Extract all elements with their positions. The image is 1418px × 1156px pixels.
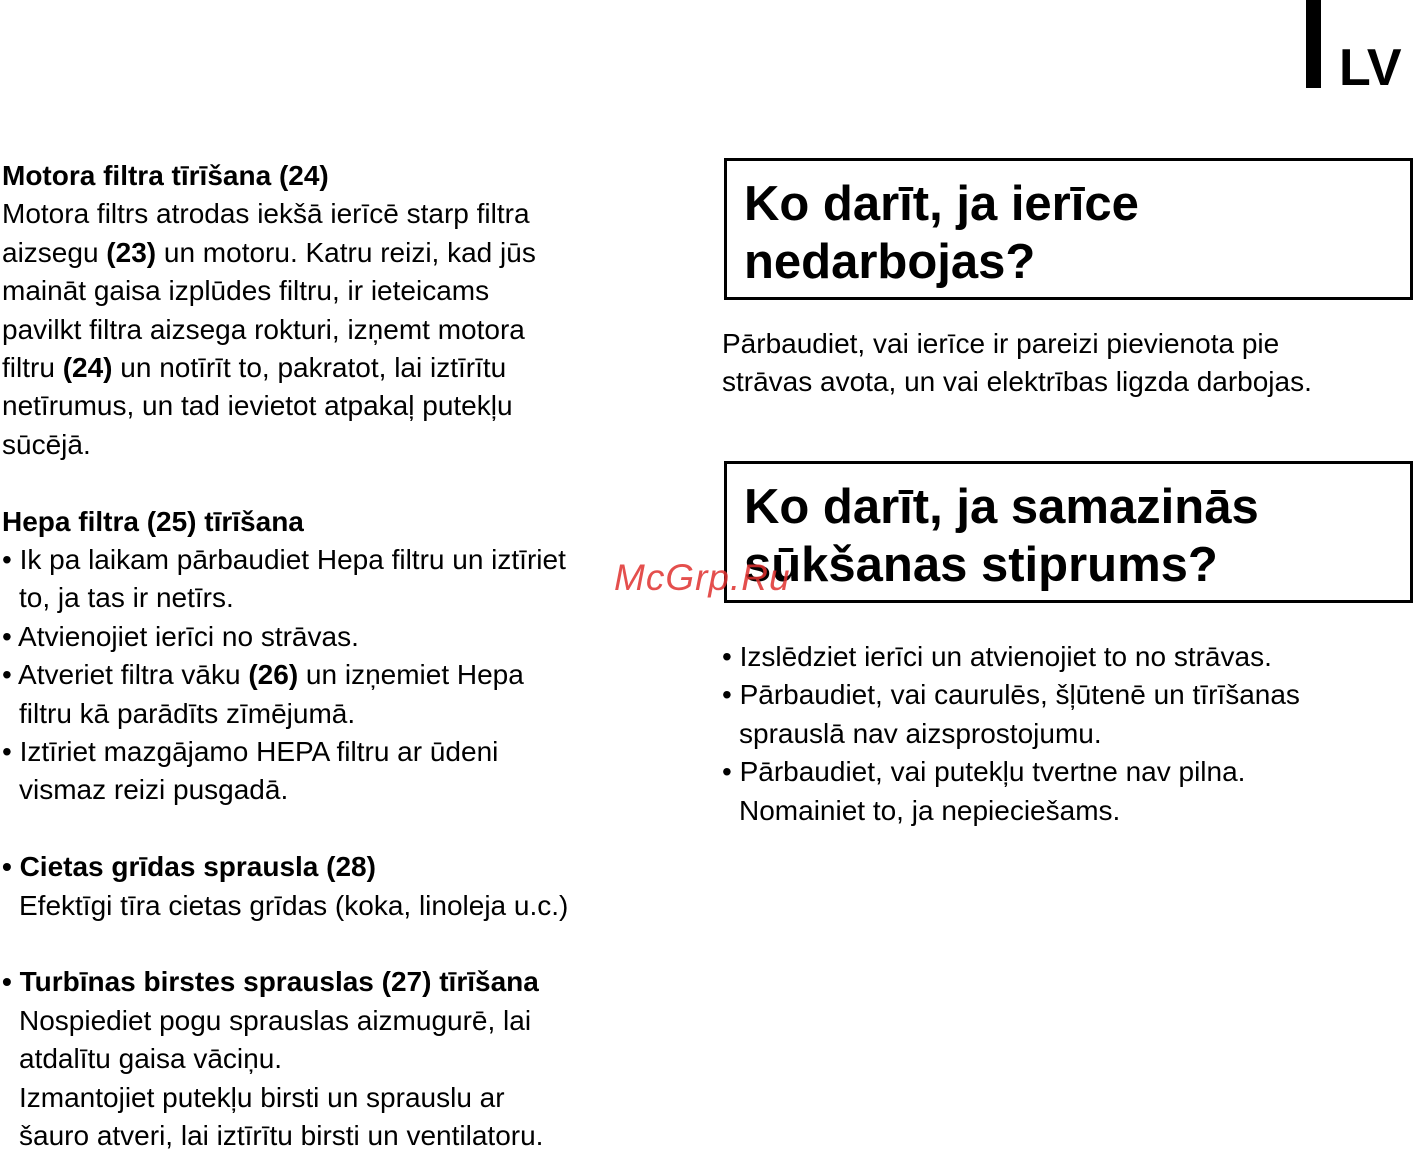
hard-floor-section — [2, 848, 682, 925]
not-working-heading-line-1: Ko darīt, ja ierīce — [744, 177, 1139, 231]
hepa-bullet-3c: un izņemiet Hepa — [298, 659, 524, 691]
suction-bullet-3-line-1: • Pārbaudiet, vai putekļu tvertne nav pilna. — [722, 756, 1246, 788]
section-spacer — [2, 464, 682, 502]
suction-text — [722, 638, 1412, 830]
suction-heading-line-1: Ko darīt, ja samazinās — [744, 480, 1259, 534]
motor-filter-line-2 — [2, 234, 682, 272]
not-working-heading-line-2: nedarbojas? — [744, 235, 1036, 289]
turbo-brush-line-3: Izmantojiet putekļu birsti un sprauslu ar — [19, 1081, 505, 1113]
motor-filter-line-2c: un motoru. Katru reizi, kad jūs — [156, 236, 536, 268]
hepa-ref-26: (26) — [248, 659, 299, 691]
hard-floor-title: • Cietas grīdas sprausla (28) — [2, 851, 376, 883]
hepa-filter-title: Hepa filtra (25) tīrīšana — [2, 505, 304, 537]
not-working-line-2: strāvas avota, un vai elektrības ligzda darbojas. — [722, 366, 1312, 398]
motor-filter-line-7: sūcējā. — [2, 428, 91, 460]
suction-bullet-2-line-1: • Pārbaudiet, vai caurulēs, šļūtenē un tīrīšanas — [722, 679, 1300, 711]
not-working-line-1: Pārbaudiet, vai ierīce ir pareizi pievienota pie — [722, 328, 1280, 359]
motor-filter-ref-24: (24) — [62, 352, 113, 384]
hepa-bullet-4-line-1: • Iztīriet mazgājamo HEPA filtru ar ūdeni — [2, 736, 499, 768]
hepa-bullet-1-line-2: to, ja tas ir netīrs. — [19, 582, 234, 614]
motor-filter-line-2a: aizsegu — [2, 236, 107, 268]
motor-filter-line-4: pavilkt filtra aizsega rokturi, izņemt motora — [2, 313, 525, 345]
turbo-brush-line-2: atdalītu gaisa vāciņu. — [19, 1043, 283, 1075]
motor-filter-line-5c: un notīrīt to, pakratot, lai iztīrītu — [112, 352, 507, 384]
hard-floor-text: Efektīgi tīra cietas grīdas (koka, linoleja u.c.) — [19, 889, 569, 921]
language-marker-bar — [1306, 0, 1321, 88]
hepa-bullet-3-line-1 — [2, 656, 682, 694]
motor-filter-line-6: netīrumus, un tad ievietot atpakaļ putekļu — [2, 390, 513, 422]
turbo-brush-section — [2, 963, 682, 1155]
suction-bullet-1: • Izslēdziet ierīci un atvienojiet to no strāvas. — [722, 641, 1272, 672]
not-working-heading-box — [724, 158, 1413, 300]
watermark: McGrp.Ru — [614, 557, 791, 598]
hepa-bullet-4-line-2: vismaz reizi pusgadā. — [19, 774, 289, 806]
motor-filter-line-5 — [2, 349, 682, 387]
not-working-text — [722, 325, 1412, 402]
suction-bullet-3-line-2: Nomainiet to, ja nepieciešams. — [739, 794, 1121, 826]
section-spacer — [2, 925, 682, 963]
motor-filter-ref-23: (23) — [106, 236, 157, 268]
hepa-bullet-3a: • Atveriet filtra vāku — [2, 659, 249, 691]
suction-heading-box — [724, 461, 1413, 603]
turbo-brush-line-1: Nospiediet pogu sprauslas aizmugurē, lai — [19, 1004, 532, 1036]
hepa-bullet-3-line-2: filtru kā parādīts zīmējumā. — [19, 697, 356, 729]
language-code: LV — [1339, 39, 1402, 97]
turbo-brush-line-4: šauro atveri, lai iztīrītu birsti un ventilatoru. — [19, 1120, 544, 1152]
motor-filter-section — [2, 157, 682, 464]
section-spacer — [2, 810, 682, 848]
hepa-bullet-1-line-1: • Ik pa laikam pārbaudiet Hepa filtru un iztīriet — [2, 544, 566, 576]
left-column — [2, 157, 682, 1156]
motor-filter-line-3: maināt gaisa izplūdes filtru, ir ieteicams — [2, 275, 490, 307]
hepa-filter-section — [2, 503, 682, 810]
motor-filter-line-5a: filtru — [2, 352, 63, 384]
hepa-bullet-2: • Atvienojiet ierīci no strāvas. — [2, 620, 359, 652]
suction-bullet-2-line-2: sprauslā nav aizsprostojumu. — [739, 717, 1102, 749]
motor-filter-title: Motora filtra tīrīšana (24) — [2, 160, 329, 191]
motor-filter-line-1: Motora filtrs atrodas iekšā ierīcē starp filtra — [2, 198, 530, 230]
suction-heading-line-2: sūkšanas stiprums? — [744, 538, 1218, 592]
turbo-brush-title: • Turbīnas birstes sprauslas (27) tīrīšana — [2, 966, 539, 998]
